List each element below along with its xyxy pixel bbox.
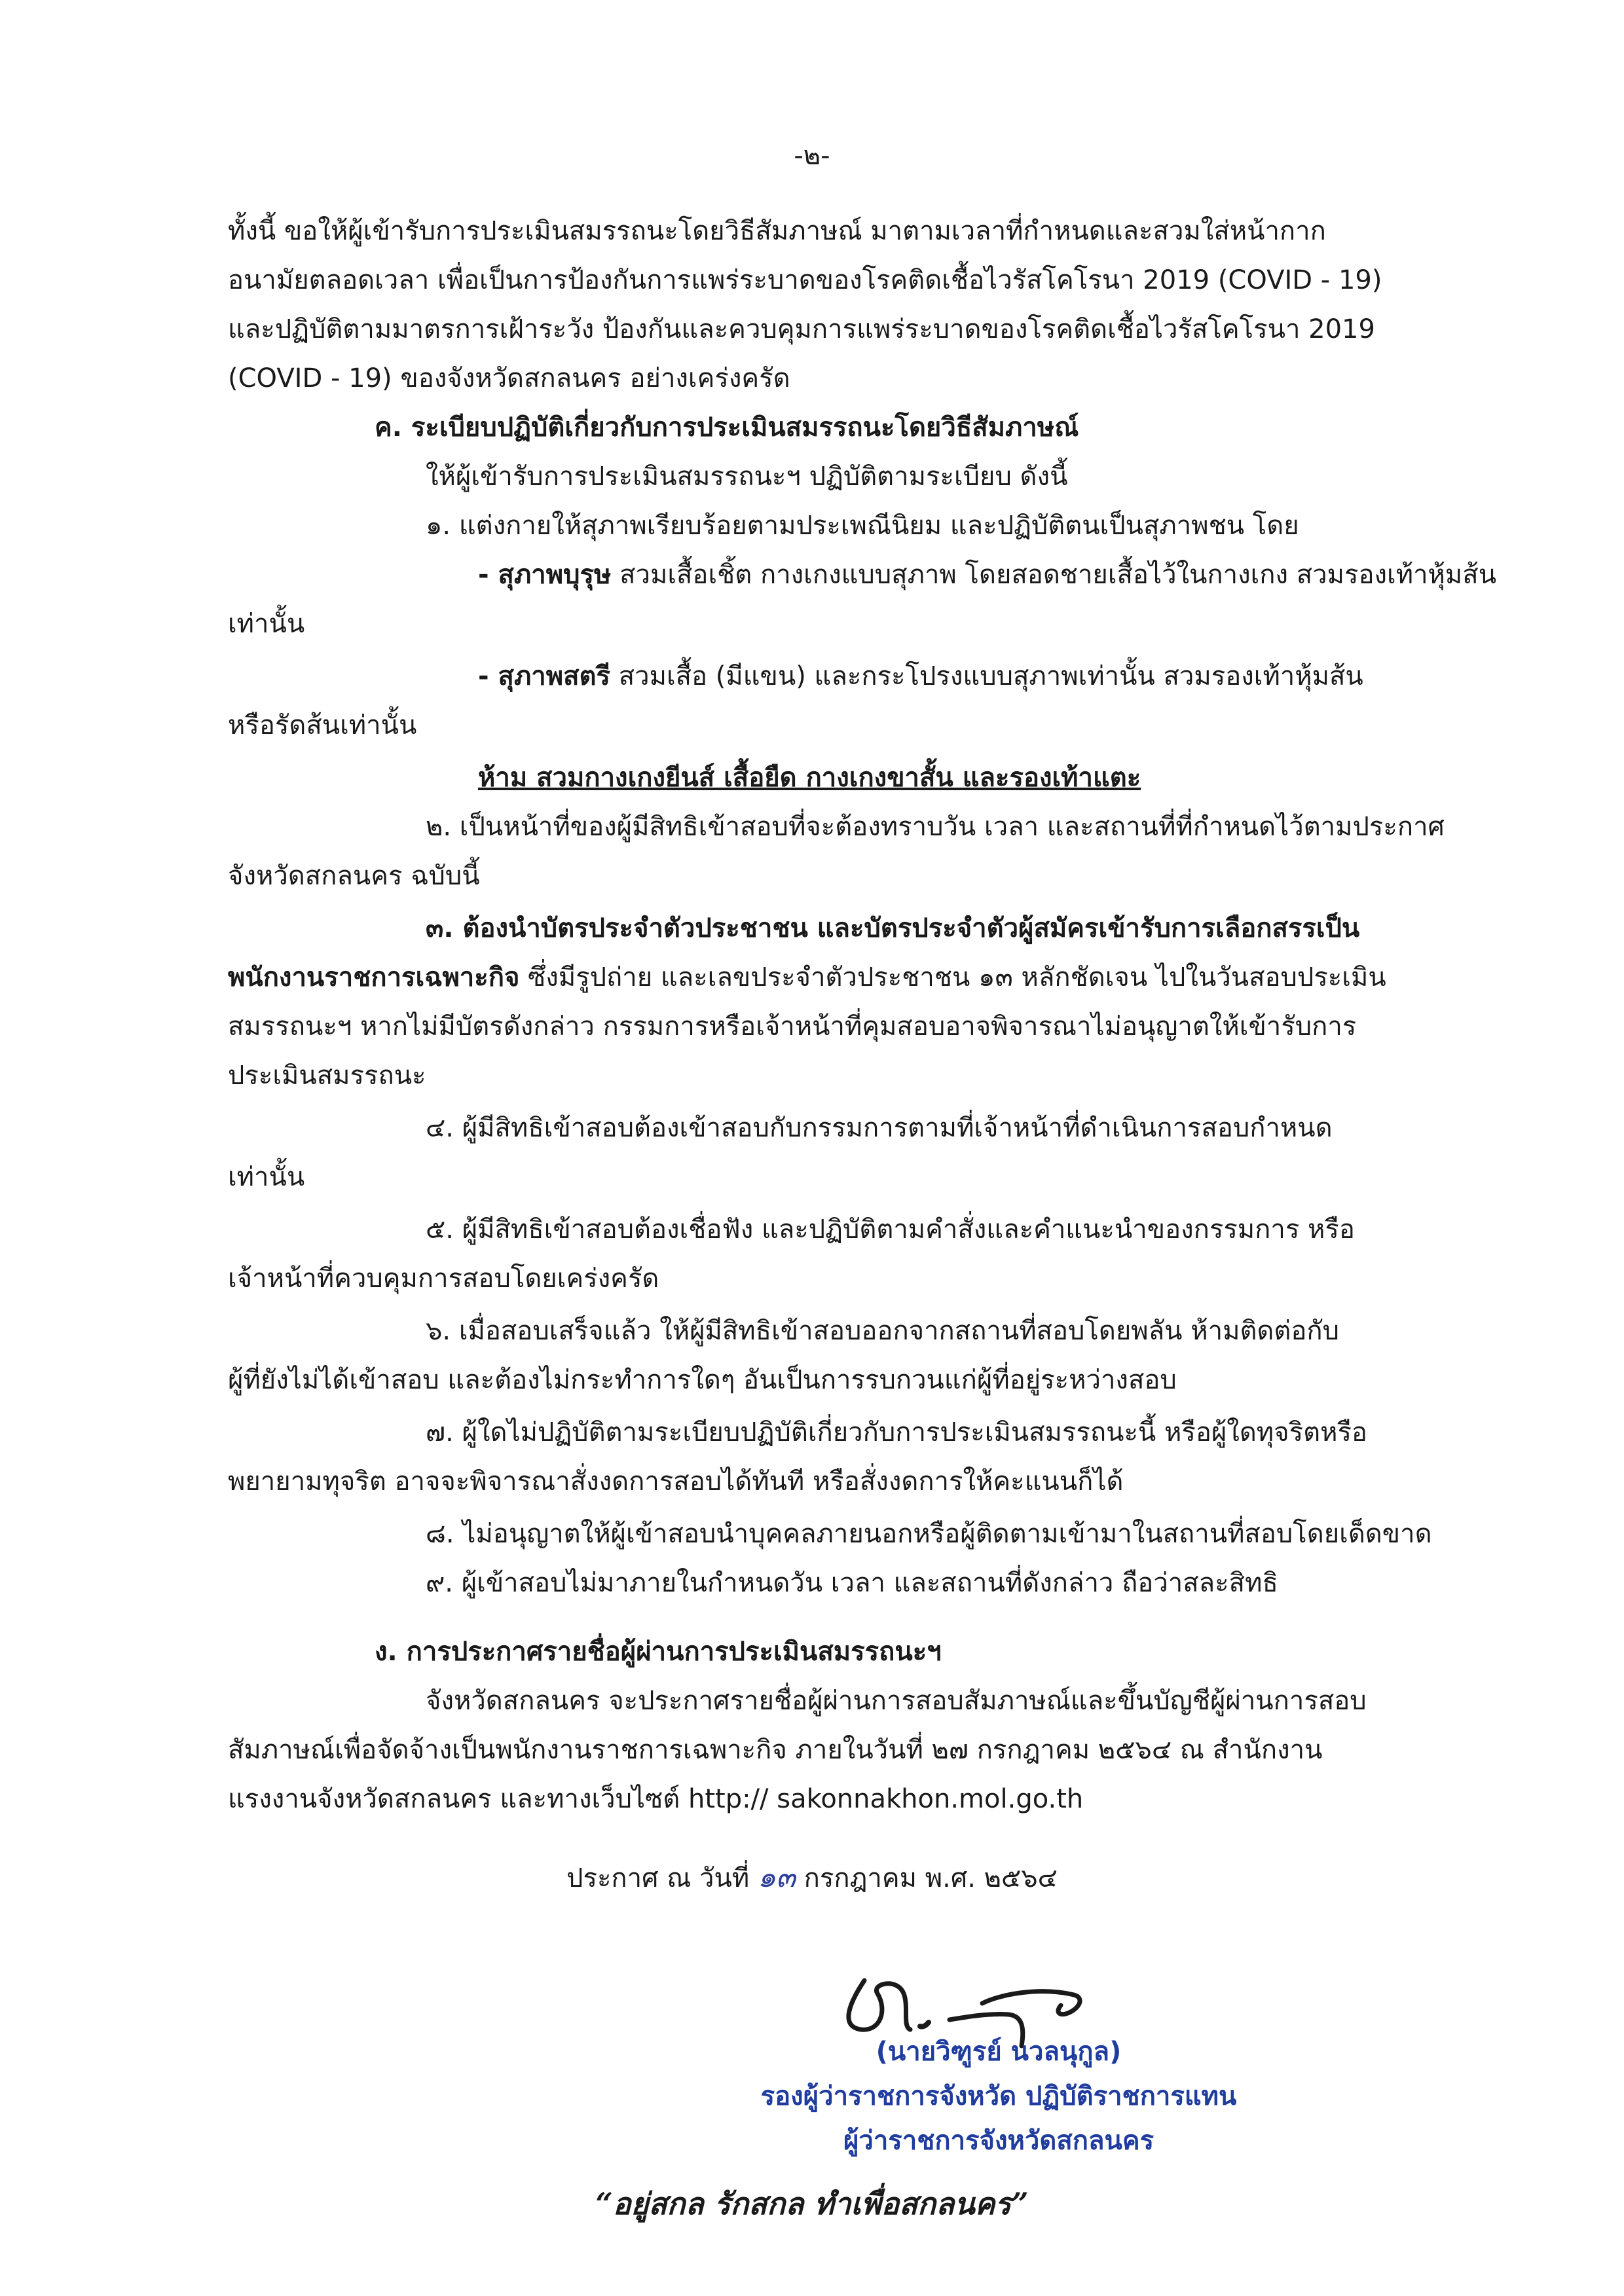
item-3-line-2 — [228, 959, 1386, 996]
women-dress-line — [478, 658, 1363, 695]
item-7-line-1: ๗. ผู้ใดไม่ปฏิบัติตามระเบียบปฏิบัติเกี่ยวกับการประเมินสมรรถนะนี้ หรือผู้ใดทุจริตหรือ — [426, 1417, 1367, 1448]
page-number: -๒- — [794, 141, 830, 171]
item-3-line-3: สมรรถนะฯ หากไม่มีบัตรดังกล่าว กรรมการหรือเจ้าหน้าที่คุมสอบอาจพิจารณาไม่อนุญาตให้เข้ารับการ — [228, 1011, 1357, 1042]
section-d-line-1: จังหวัดสกลนคร จะประกาศรายชื่อผู้ผ่านการสอบสัมภาษณ์และขึ้นบัญชีผู้ผ่านการสอบ — [426, 1686, 1367, 1716]
item-3-bold: พนักงานราชการเฉพาะกิจ — [228, 962, 520, 993]
signer-title-2: ผู้ว่าราชการจังหวัดสกลนคร — [843, 2126, 1154, 2156]
men-dress-line — [478, 556, 1496, 593]
item-8: ๘. ไม่อนุญาตให้ผู้เข้าสอบนำบุคคลภายนอกหรือผู้ติดตามเข้ามาในสถานที่สอบโดยเด็ดขาด — [426, 1519, 1432, 1549]
item-3-text: ซึ่งมีรูปถ่าย และเลขประจำตัวประชาชน ๑๓ หลักชัดเจน ไปในวันสอบประเมิน — [519, 962, 1386, 993]
item-6-line-1: ๖. เมื่อสอบเสร็จแล้ว ให้ผู้มีสิทธิเข้าสอบออกจากสถานที่สอบโดยพลัน ห้ามติดต่อกับ — [426, 1316, 1339, 1346]
section-c-lead: ให้ผู้เข้ารับการประเมินสมรรถนะฯ ปฏิบัติตามระเบียบ ดังนี้ — [426, 462, 1068, 492]
intro-line-2: อนามัยตลอดเวลา เพื่อเป็นการป้องกันการแพร่ระบาดของโรคติดเชื้อไวรัสโคโรนา 2019 (COVID - 19) — [228, 265, 1382, 295]
women-label: - สุภาพสตรี — [478, 661, 611, 691]
prohibited-dress-notice: ห้าม สวมกางเกงยีนส์ เสื้อยืด กางเกงขาสั้น และรองเท้าแตะ — [478, 763, 1141, 793]
item-4-line-2: เท่านั้น — [228, 1162, 305, 1192]
intro-line-3: และปฏิบัติตามมาตรการเฝ้าระวัง ป้องกันและควบคุมการแพร่ระบาดของโรคติดเชื้อไวรัสโคโรนา 2019 — [228, 314, 1375, 344]
date-day-handwritten: ๑๓ — [757, 1861, 796, 1894]
section-d-line-2: สัมภาษณ์เพื่อจัดจ้างเป็นพนักงานราชการเฉพาะกิจ ภายในวันที่ ๒๗ กรกฎาคม ๒๕๖๔ ณ สำนักงาน — [228, 1735, 1323, 1765]
item-3-line-1: ๓. ต้องนำบัตรประจำตัวประชาชน และบัตรประจำตัวผู้สมัครเข้ารับการเลือกสรรเป็น — [426, 913, 1360, 943]
item-4-line-1: ๔. ผู้มีสิทธิเข้าสอบต้องเข้าสอบกับกรรมการตามที่เจ้าหน้าที่ดำเนินการสอบกำหนด — [426, 1113, 1333, 1143]
women-text: สวมเสื้อ (มีแขน) และกระโปรงแบบสุภาพเท่านั้น สวมรองเท้าหุ้มส้น — [610, 661, 1363, 691]
provincial-motto: “อยู่สกล รักสกล ทำเพื่อสกลนคร” — [595, 2186, 1029, 2221]
item-7-line-2: พยายามทุจริต อาจจะพิจารณาสั่งงดการสอบได้ทันที หรือสั่งงดการให้คะแนนก็ได้ — [228, 1467, 1124, 1497]
intro-line-1: ทั้งนี้ ขอให้ผู้เข้ารับการประเมินสมรรถนะโดยวิธีสัมภาษณ์ มาตามเวลาที่กำหนดและสวมใส่หน้ากาก — [228, 216, 1326, 246]
date-suffix: กรกฎาคม พ.ศ. ๒๕๖๔ — [795, 1863, 1058, 1893]
item-6-line-2: ผู้ที่ยังไม่ได้เข้าสอบ และต้องไม่กระทำการใดๆ อันเป็นการรบกวนแก่ผู้ที่อยู่ระหว่างสอบ — [228, 1365, 1177, 1395]
item-3-line-4: ประเมินสมรรถนะ — [228, 1061, 426, 1091]
women-dress-cont: หรือรัดส้นเท่านั้น — [228, 710, 417, 740]
item-9: ๙. ผู้เข้าสอบไม่มาภายในกำหนดวัน เวลา และสถานที่ดังกล่าว ถือว่าสละสิทธิ — [426, 1568, 1278, 1598]
section-c-heading: ค. ระเบียบปฏิบัติเกี่ยวกับการประเมินสมรรถนะโดยวิธีสัมภาษณ์ — [375, 412, 1079, 443]
item-2-line-2: จังหวัดสกลนคร ฉบับนี้ — [228, 861, 480, 891]
men-dress-cont: เท่านั้น — [228, 609, 305, 639]
item-5-line-1: ๕. ผู้มีสิทธิเข้าสอบต้องเชื่อฟัง และปฏิบัติตามคำสั่งและคำแนะนำของกรรมการ หรือ — [426, 1214, 1355, 1245]
section-d-line-3: แรงงานจังหวัดสกลนคร และทางเว็บไซต์ http:// sakonnakhon.mol.go.th — [228, 1784, 1084, 1814]
announcement-date — [0, 1854, 1624, 1900]
signer-title-1: รองผู้ว่าราชการจังหวัด ปฏิบัติราชการแทน — [760, 2081, 1237, 2111]
item-1: ๑. แต่งกายให้สุภาพเรียบร้อยตามประเพณีนิยม และปฏิบัติตนเป็นสุภาพชน โดย — [426, 511, 1299, 541]
date-prefix: ประกาศ ณ วันที่ — [566, 1863, 758, 1893]
men-text: สวมเสื้อเชิ้ต กางเกงแบบสุภาพ โดยสอดชายเสื้อไว้ในกางเกง สวมรองเท้าหุ้มส้น — [611, 560, 1497, 590]
section-d-heading: ง. การประกาศรายชื่อผู้ผ่านการประเมินสมรรถนะฯ — [375, 1637, 942, 1667]
intro-line-4: (COVID - 19) ของจังหวัดสกลนคร อย่างเคร่งครัด — [228, 363, 790, 393]
signer-name: (นายวิฑูรย์ นวลนุกูล) — [876, 2037, 1122, 2067]
item-2-line-1: ๒. เป็นหน้าที่ของผู้มีสิทธิเข้าสอบที่จะต้องทราบวัน เวลา และสถานที่ที่กำหนดไว้ตามประกาศ — [426, 812, 1445, 842]
men-label: - สุภาพบุรุษ — [478, 560, 612, 590]
item-5-line-2: เจ้าหน้าที่ควบคุมการสอบโดยเคร่งครัด — [228, 1264, 659, 1294]
